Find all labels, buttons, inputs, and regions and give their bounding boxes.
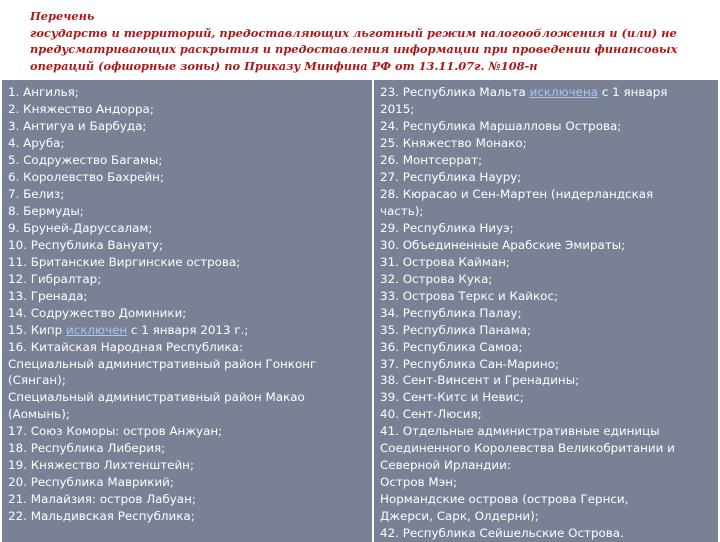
left-list-item <box>8 322 366 339</box>
item-text: с 1 января 2013 г.; <box>127 322 249 337</box>
left-list-item: 2. Княжество Андорра; <box>8 101 154 116</box>
right-list-item: 28. Кюрасао и Сен-Мартен (нидерландская <box>380 186 654 201</box>
right-list-item: 35. Республика Панама; <box>380 322 531 337</box>
excluded-link[interactable]: исключена <box>529 85 599 99</box>
right-list-item: 30. Объединенные Арабские Эмираты; <box>380 237 626 252</box>
right-list-item: 34. Республика Палау; <box>380 305 522 320</box>
right-list-item <box>380 84 712 101</box>
right-list-item: 36. Республика Самоа; <box>380 339 523 354</box>
left-list-item: 17. Союз Коморы: остров Анжуан; <box>8 424 223 439</box>
excluded-link[interactable]: исключен <box>65 322 128 337</box>
left-list-item: Специальный административный район Макао <box>8 390 305 405</box>
right-list-item: 32. Острова Кука; <box>380 271 493 286</box>
left-column <box>2 80 372 542</box>
offshore-list-table <box>2 78 718 542</box>
right-list-item: Северной Ирландии: <box>380 458 511 473</box>
left-list-item: 19. Княжество Лихтенштейн; <box>8 458 194 473</box>
left-list-item: 5. Содружество Багамы; <box>8 152 163 167</box>
left-list-item: 3. Антигуа и Барбуда; <box>8 118 147 133</box>
right-list-item: 42. Республика Сейшельские Острова. <box>380 526 624 541</box>
item-text: с 1 января <box>598 85 668 99</box>
header-line-2: предусматривающих раскрытия и предоставления информации при проведении финансовых <box>30 42 678 56</box>
right-list-item: Соединенного Королевства Великобритании и <box>380 441 675 456</box>
right-list-item: 37. Республика Сан-Марино; <box>380 356 559 371</box>
left-list-item: 14. Содружество Доминики; <box>8 305 187 320</box>
right-list-item: 24. Республика Маршалловы Острова; <box>380 118 622 133</box>
right-list-item: 25. Княжество Монако; <box>380 135 527 150</box>
right-list-item: 40. Сент-Люсия; <box>380 407 482 422</box>
left-list-item: 9. Бруней-Даруссалам; <box>8 220 153 235</box>
right-list-item: 38. Сент-Винсент и Гренадины; <box>380 373 580 388</box>
left-list-item: 16. Китайская Народная Республика: <box>8 339 243 354</box>
left-list-item: 1. Ангилья; <box>8 85 79 99</box>
right-list-item: 31. Острова Кайман; <box>380 254 510 269</box>
left-list-item: 12. Гибралтар; <box>8 271 102 286</box>
header-line-1: государств и территорий, предоставляющих льготный режим налогообложения и (или) не <box>30 25 677 40</box>
header-title: Перечень <box>30 9 95 23</box>
left-list-item: 4. Аруба; <box>8 135 65 150</box>
left-list-item: 21. Малайзия: остров Лабуан; <box>8 492 196 507</box>
right-list-item: 27. Республика Науру; <box>380 169 522 184</box>
right-list-item: 26. Монтсеррат; <box>380 152 483 167</box>
left-list-item: 6. Королевство Бахрейн; <box>8 169 164 184</box>
left-list-item: (Сянган); <box>8 373 66 388</box>
left-list-item: (Аомынь); <box>8 407 70 422</box>
right-list-item: Остров Мэн; <box>380 475 457 490</box>
header-line-3: операций (офшорные зоны) по Приказу Минфина РФ от 13.11.07г. №108-н <box>30 58 538 73</box>
left-list-item: 8. Бермуды; <box>8 203 84 218</box>
right-list-item: 39. Сент-Китс и Невис; <box>380 390 524 405</box>
left-list-item: 18. Республика Либерия; <box>8 441 166 456</box>
right-list-item: 33. Острова Теркс и Кайкос; <box>380 288 558 303</box>
right-column <box>374 80 718 542</box>
left-list-item: 13. Гренада; <box>8 288 88 303</box>
right-list-item: Нормандские острова (острова Гернси, <box>380 492 629 507</box>
document-header <box>30 8 710 74</box>
right-list-item: часть); <box>380 203 424 218</box>
item-text: 23. Республика Мальта <box>380 85 530 99</box>
right-list-item: 2015; <box>380 101 415 116</box>
left-list-item: 7. Белиз; <box>8 186 65 201</box>
item-text: 15. Кипр <box>8 322 66 337</box>
left-list-item: 22. Мальдивская Республика; <box>8 509 195 524</box>
right-list-item: 29. Республика Ниуэ; <box>380 220 514 235</box>
left-list-item: 10. Республика Вануату; <box>8 237 163 252</box>
left-list-item: 20. Республика Маврикий; <box>8 475 174 490</box>
right-list-item: 41. Отдельные административные единицы <box>380 424 660 439</box>
left-list-item: 11. Британские Виргинские острова; <box>8 254 241 269</box>
right-list-item: Джерси, Сарк, Олдерни); <box>380 509 539 524</box>
left-list-item: Специальный административный район Гонконг <box>8 356 317 371</box>
